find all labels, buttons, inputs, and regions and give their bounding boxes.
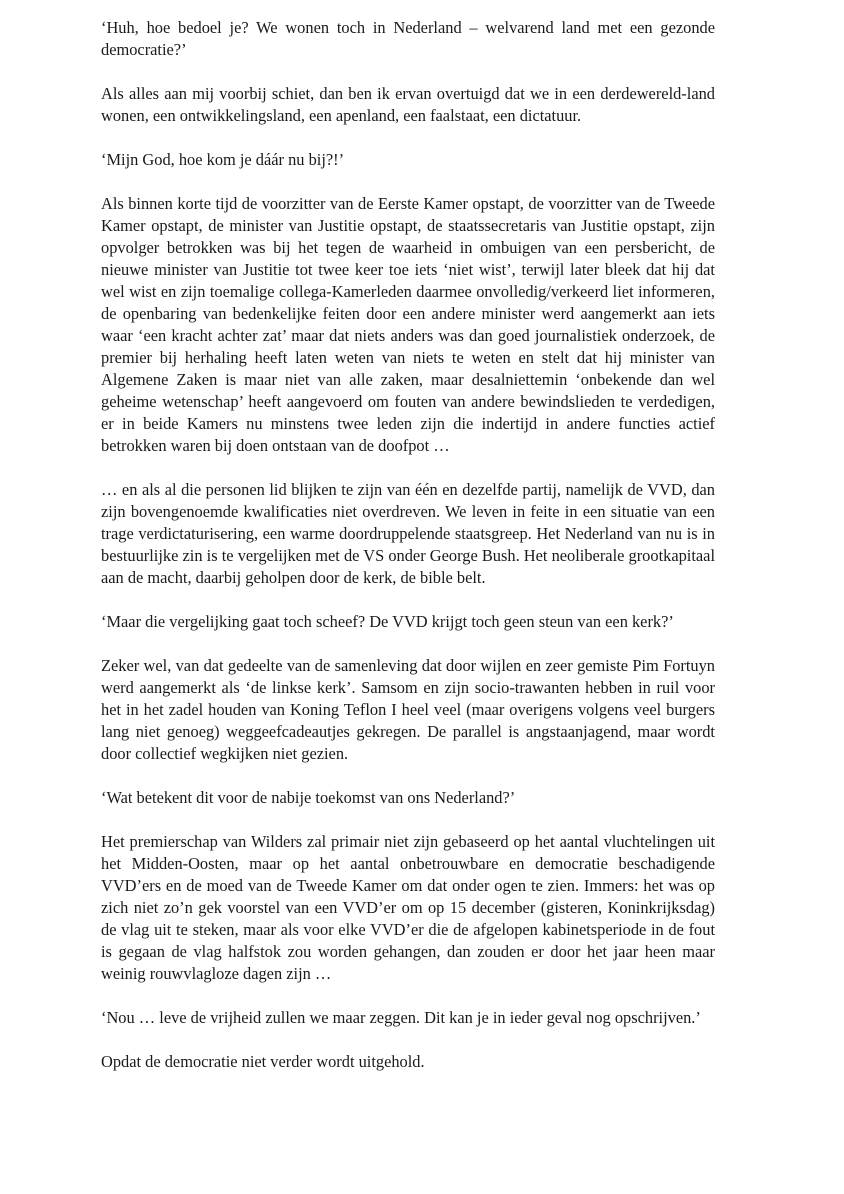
paragraph-question-vergelijking: ‘Maar die vergelijking gaat toch scheef? De VVD krijgt toch geen steun van een kerk?’ [101,612,674,631]
paragraph-als-binnen-korte-tijd: Als binnen korte tijd de voorzitter van de Eerste Kamer opstapt, de voorzitter van de Tweede Kamer opstapt, de minister van Justitie opstapt, de staatssecretaris van Justitie opstapt, zijn opvolger betrokken was bij het tegen de waarheid in ombuigen van een persbericht, de nieuwe minister van Justitie tot twee keer toe iets ‘niet wist’, terwijl later bleek dat hij dat wel wist en zijn toemalige collega-Kamerleden daarmee onvolledig/verkeerd liet informeren, de openbaring van bedenkelijke feiten door een andere minister werd aangemerkt aan iets waar ‘een kracht achter zat’ maar dat niets anders was dan goed journalistiek onderzoek, de premier bij herhaling heeft laten weten van niets te weten en stelt dat hij minister van Algemene Zaken is maar niet van alle zaken, maar desalniettemin ‘onbekende dan wel geheime wetenschap’ heeft aangevoerd om fouten van andere bewindslieden te verdedigen, er in beide Kamers nu minstens twee leden zijn die indertijd in andere functies actief betrokken waren bij doen ontstaan van de doofpot … [101,194,715,455]
paragraph-question-nou: ‘Nou … leve de vrijheid zullen we maar zeggen. Dit kan je in ieder geval nog opschrijven.’ [101,1008,701,1027]
paragraph-premierschap-wilders: Het premierschap van Wilders zal primair niet zijn gebaseerd op het aantal vluchtelingen uit het Midden-Oosten, maar op het aantal onbetrouwbare en democratie beschadigende VVD’ers en de moed van de Tweede Kamer om dat onder ogen te zien. Immers: het was op zich niet zo’n gek voorstel van een VVD’er om op 15 december (gisteren, Koninkrijksdag) de vlag uit te steken, maar als voor elke VVD’er die de afgelopen kabinetsperiode in de fout is gegaan de vlag halfstok zou worden gehangen, dan zouden er door het jaar heen maar weinig rouwvlagloze dagen zijn … [101,832,715,983]
paragraph-derdewereld: Als alles aan mij voorbij schiet, dan ben ik ervan overtuigd dat we in een derdewereld-land wonen, een ontwikkelingsland, een apenland, een faalstaat, een dictatuur. [101,84,715,125]
paragraph-vvd-verdictaturisering: … en als al die personen lid blijken te zijn van één en dezelfde partij, namelijk de VVD, dan zijn bovengenoemde kwalificaties niet overdreven. We leven in feite in een situatie van een trage verdictaturisering, een warme doordruppelende staatsgreep. Het Nederland van nu is in bestuurlijke zin is te vergelijken met de VS onder George Bush. Het neoliberale grootkapitaal aan de macht, daarbij geholpen door de kerk, de bible belt. [101,480,715,587]
paragraph-question-huh: ‘Huh, hoe bedoel je? We wonen toch in Nederland – welvarend land met een gezonde democratie?’ [101,18,715,59]
paragraph-closing: Opdat de democratie niet verder wordt uitgehold. [101,1052,425,1071]
document-page [101,17,715,1095]
paragraph-question-toekomst: ‘Wat betekent dit voor de nabije toekomst van ons Nederland?’ [101,788,516,807]
paragraph-linkse-kerk: Zeker wel, van dat gedeelte van de samenleving dat door wijlen en zeer gemiste Pim Fortuyn werd aangemerkt als ‘de linkse kerk’. Samsom en zijn socio-trawanten hebben in ruil voor het in het zadel houden van Koning Teflon I heel veel (maar overigens volgens veel burgers lang niet genoeg) weggeefcadeautjes gekregen. De parallel is angstaanjagend, maar wordt door collectief wegkijken niet gezien. [101,656,715,763]
paragraph-question-mijn-god: ‘Mijn God, hoe kom je dáár nu bij?!’ [101,150,345,169]
